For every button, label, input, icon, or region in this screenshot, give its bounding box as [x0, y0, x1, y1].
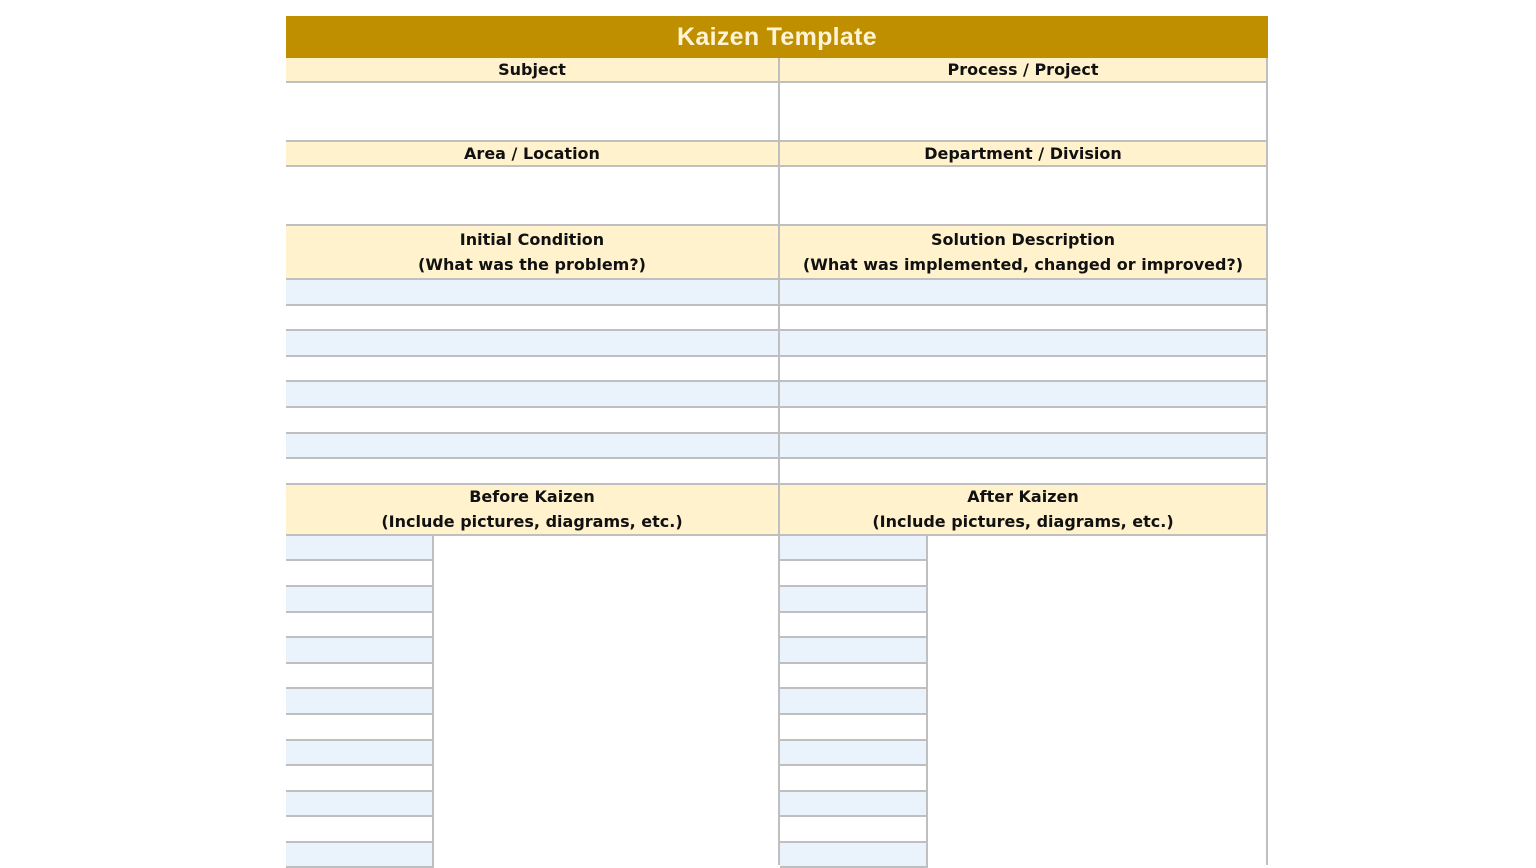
before-kaizen-row[interactable] — [286, 766, 434, 792]
condition-solution-row — [286, 280, 1268, 306]
solution-description-field[interactable] — [780, 459, 1268, 485]
solution-description-header — [780, 226, 1268, 280]
subject-label: Subject — [286, 58, 780, 83]
after-kaizen-row[interactable] — [780, 741, 928, 767]
before-kaizen-side-column — [286, 536, 434, 865]
solution-description-field[interactable] — [780, 408, 1268, 434]
initial-condition-field[interactable] — [286, 408, 780, 434]
before-kaizen-row[interactable] — [286, 741, 434, 767]
after-kaizen-row[interactable] — [780, 766, 928, 792]
before-kaizen-row[interactable] — [286, 613, 434, 639]
initial-condition-header — [286, 226, 780, 280]
before-kaizen-row[interactable] — [286, 587, 434, 613]
template-title: Kaizen Template — [286, 16, 1268, 58]
solution-description-sublabel: (What was implemented, changed or improved?) — [802, 255, 1244, 274]
solution-description-field[interactable] — [780, 357, 1268, 383]
before-kaizen-row[interactable] — [286, 689, 434, 715]
initial-condition-label: Initial Condition — [459, 230, 605, 249]
input-row-subject-process — [286, 83, 1268, 142]
after-kaizen-row[interactable] — [780, 536, 928, 562]
condition-solution-row — [286, 408, 1268, 434]
before-kaizen-label: Before Kaizen — [469, 487, 595, 507]
subject-field[interactable] — [286, 83, 780, 142]
after-kaizen-picture-area[interactable] — [780, 536, 1268, 865]
process-project-label: Process / Project — [780, 58, 1268, 83]
after-kaizen-row[interactable] — [780, 843, 928, 868]
condition-solution-row — [286, 459, 1268, 485]
solution-description-field[interactable] — [780, 382, 1268, 408]
before-kaizen-row[interactable] — [286, 715, 434, 741]
initial-condition-field[interactable] — [286, 382, 780, 408]
header-row-before-after — [286, 485, 1268, 536]
before-after-area — [286, 536, 1268, 865]
initial-condition-field[interactable] — [286, 280, 780, 306]
after-kaizen-row[interactable] — [780, 587, 928, 613]
before-kaizen-row[interactable] — [286, 536, 434, 562]
after-kaizen-sublabel: (Include pictures, diagrams, etc.) — [872, 512, 1174, 532]
condition-solution-row — [286, 434, 1268, 460]
before-kaizen-row[interactable] — [286, 561, 434, 587]
initial-condition-field[interactable] — [286, 306, 780, 332]
condition-solution-row — [286, 306, 1268, 332]
after-kaizen-row[interactable] — [780, 792, 928, 818]
solution-description-field[interactable] — [780, 280, 1268, 306]
before-kaizen-picture-area[interactable] — [286, 536, 780, 865]
condition-solution-row — [286, 331, 1268, 357]
initial-condition-field[interactable] — [286, 331, 780, 357]
area-location-label: Area / Location — [286, 142, 780, 167]
department-division-field[interactable] — [780, 167, 1268, 226]
before-kaizen-row[interactable] — [286, 843, 434, 868]
solution-description-label: Solution Description — [931, 230, 1115, 249]
after-kaizen-row[interactable] — [780, 689, 928, 715]
initial-condition-field[interactable] — [286, 434, 780, 460]
after-kaizen-row[interactable] — [780, 715, 928, 741]
before-kaizen-header — [286, 485, 780, 536]
after-kaizen-header — [780, 485, 1268, 536]
department-division-label: Department / Division — [780, 142, 1268, 167]
before-kaizen-row[interactable] — [286, 817, 434, 843]
initial-condition-field[interactable] — [286, 357, 780, 383]
after-kaizen-side-column — [780, 536, 928, 865]
header-row-condition-solution — [286, 226, 1268, 280]
before-kaizen-row[interactable] — [286, 792, 434, 818]
initial-condition-sublabel: (What was the problem?) — [418, 255, 646, 274]
solution-description-field[interactable] — [780, 434, 1268, 460]
process-project-field[interactable] — [780, 83, 1268, 142]
initial-condition-field[interactable] — [286, 459, 780, 485]
after-kaizen-row[interactable] — [780, 613, 928, 639]
kaizen-template-sheet — [286, 16, 1268, 865]
solution-description-field[interactable] — [780, 331, 1268, 357]
condition-solution-row — [286, 382, 1268, 408]
solution-description-field[interactable] — [780, 306, 1268, 332]
after-kaizen-label: After Kaizen — [967, 487, 1079, 507]
after-kaizen-row[interactable] — [780, 817, 928, 843]
header-row-subject-process — [286, 58, 1268, 83]
after-kaizen-row[interactable] — [780, 638, 928, 664]
before-kaizen-sublabel: (Include pictures, diagrams, etc.) — [381, 512, 683, 532]
header-row-area-department — [286, 142, 1268, 167]
after-kaizen-row[interactable] — [780, 664, 928, 690]
after-kaizen-row[interactable] — [780, 561, 928, 587]
input-row-area-department — [286, 167, 1268, 226]
before-kaizen-row[interactable] — [286, 664, 434, 690]
area-location-field[interactable] — [286, 167, 780, 226]
condition-solution-row — [286, 357, 1268, 383]
before-kaizen-row[interactable] — [286, 638, 434, 664]
